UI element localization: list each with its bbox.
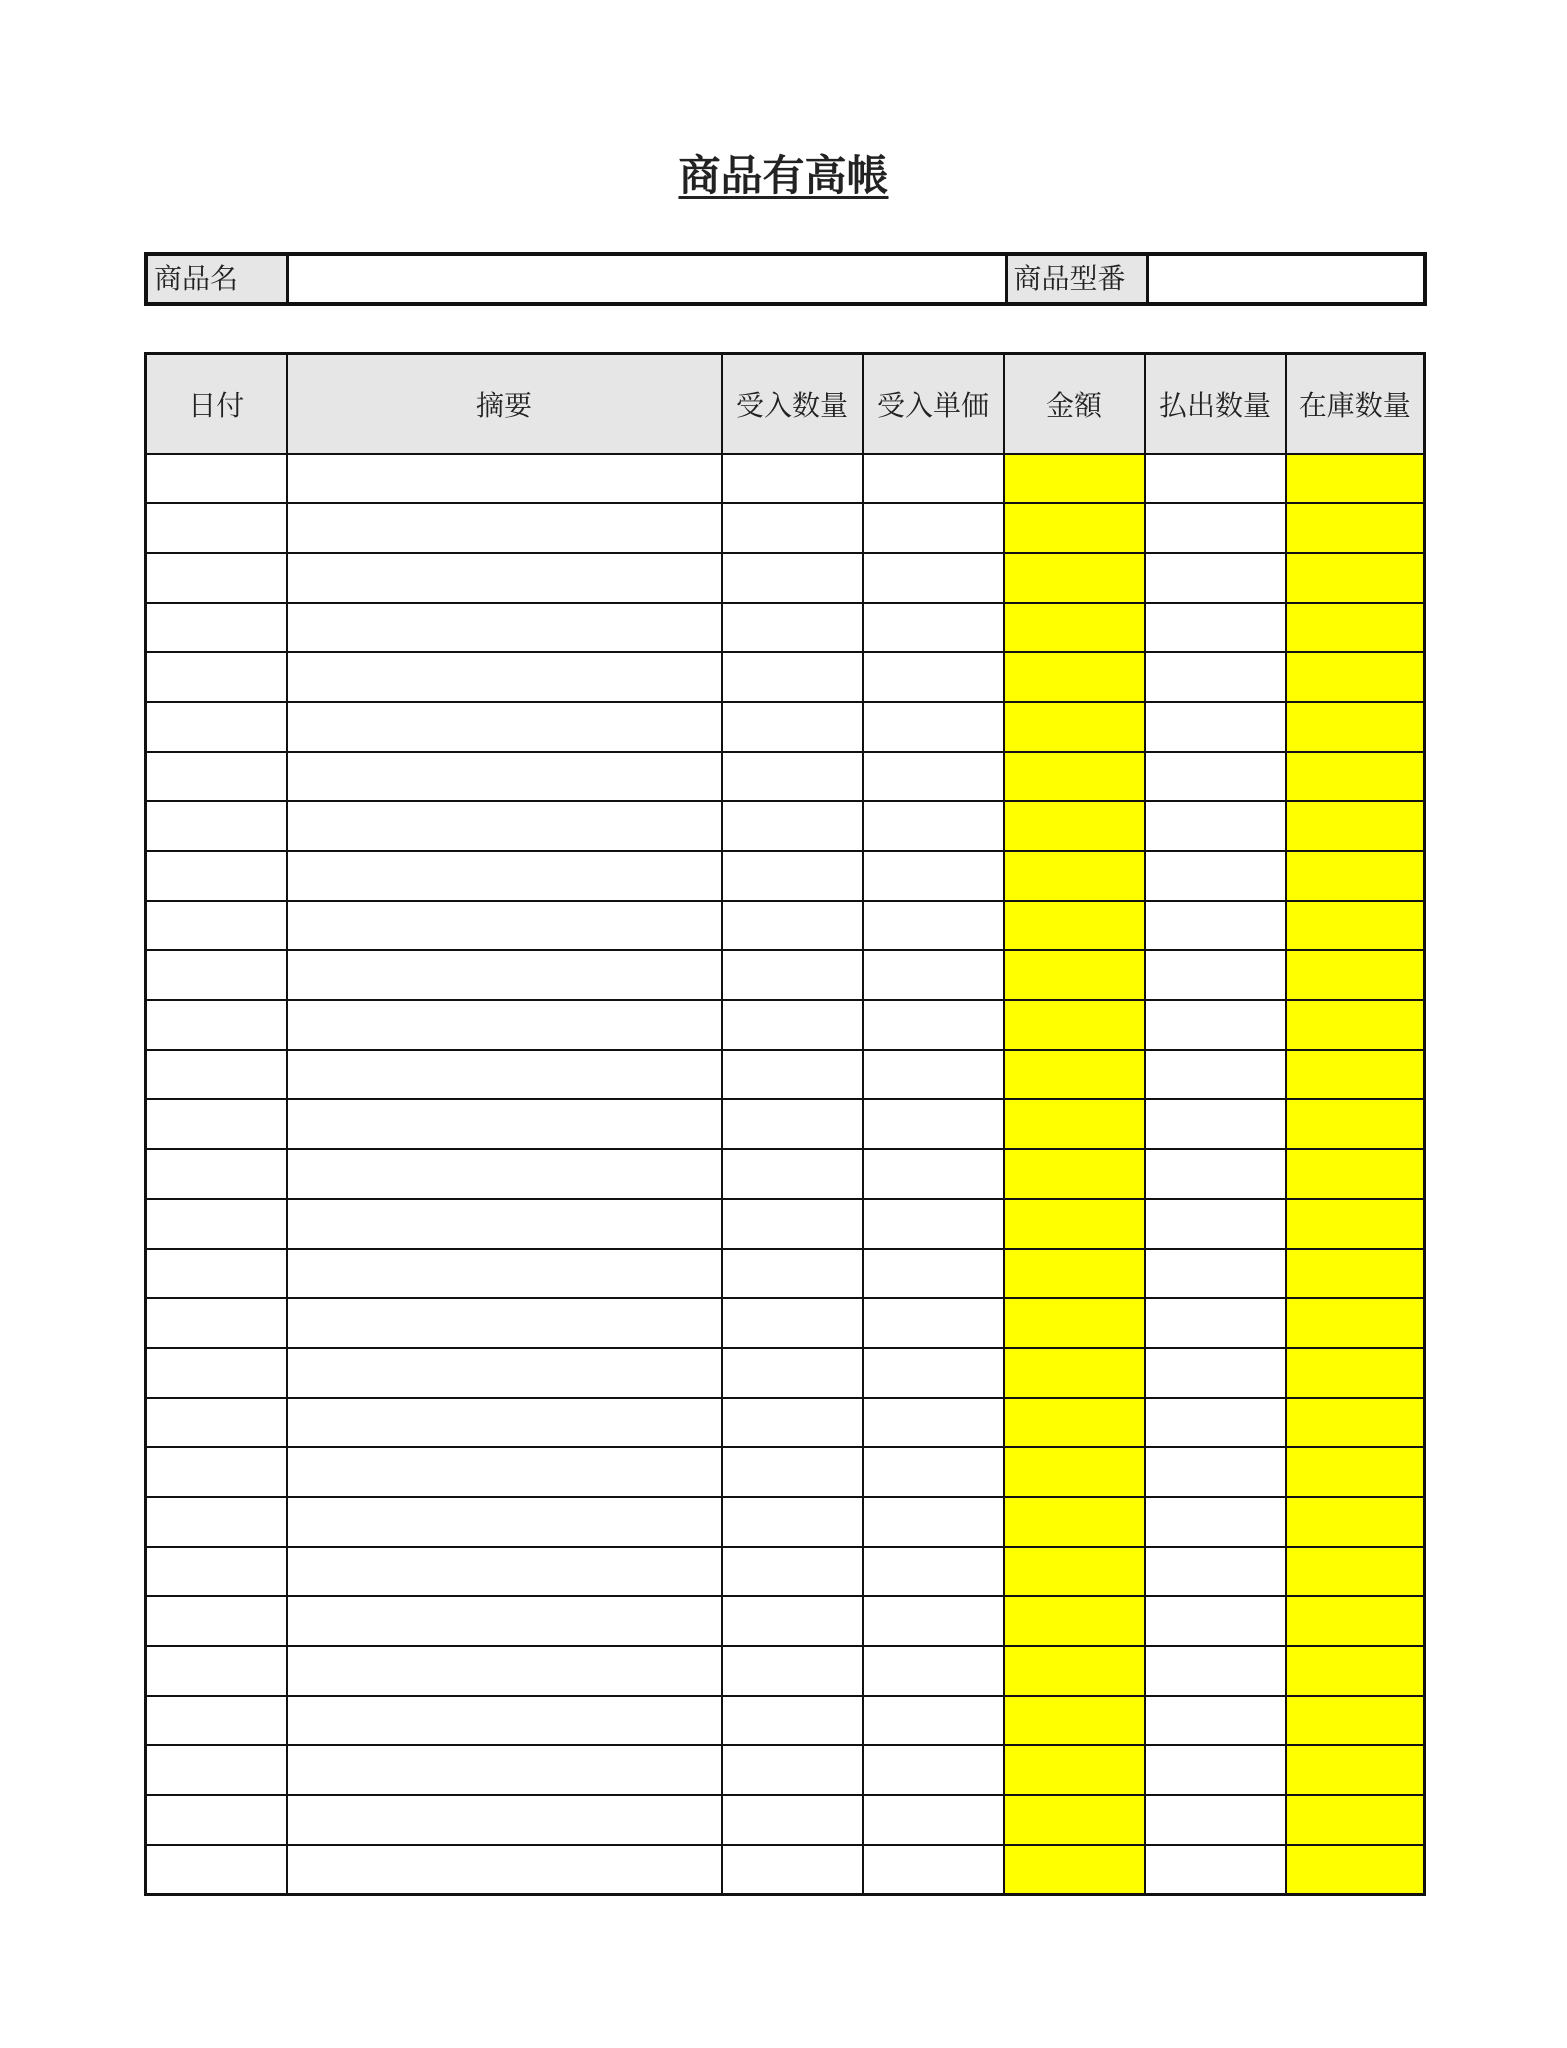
cell-received-unit-price[interactable] [863,1199,1004,1249]
table-row [146,1298,1425,1348]
cell-date[interactable] [146,1596,287,1646]
cell-description[interactable] [287,1249,722,1299]
cell-received-unit-price[interactable] [863,1795,1004,1845]
cell-issued-quantity[interactable] [1145,1596,1286,1646]
cell-stock-quantity[interactable] [1286,950,1425,1000]
cell-description[interactable] [287,1497,722,1547]
column-header-description: 摘要 [287,354,722,454]
cell-received-quantity[interactable] [722,1596,863,1646]
cell-description[interactable] [287,1696,722,1746]
cell-amount[interactable] [1004,1447,1145,1497]
cell-amount[interactable] [1004,553,1145,603]
cell-received-quantity[interactable] [722,901,863,951]
cell-received-unit-price[interactable] [863,1845,1004,1895]
cell-issued-quantity[interactable] [1145,702,1286,752]
cell-received-unit-price[interactable] [863,901,1004,951]
cell-issued-quantity[interactable] [1145,950,1286,1000]
cell-amount[interactable] [1004,1050,1145,1100]
cell-stock-quantity[interactable] [1286,1745,1425,1795]
cell-received-unit-price[interactable] [863,1447,1004,1497]
cell-amount[interactable] [1004,950,1145,1000]
cell-stock-quantity[interactable] [1286,1547,1425,1597]
cell-amount[interactable] [1004,652,1145,702]
cell-received-quantity[interactable] [722,1199,863,1249]
cell-received-quantity[interactable] [722,851,863,901]
cell-amount[interactable] [1004,752,1145,802]
cell-description[interactable] [287,553,722,603]
cell-received-quantity[interactable] [722,1099,863,1149]
cell-amount[interactable] [1004,801,1145,851]
cell-issued-quantity[interactable] [1145,1696,1286,1746]
cell-date[interactable] [146,1298,287,1348]
cell-stock-quantity[interactable] [1286,901,1425,951]
cell-amount[interactable] [1004,1398,1145,1448]
cell-amount[interactable] [1004,1646,1145,1696]
cell-stock-quantity[interactable] [1286,851,1425,901]
cell-issued-quantity[interactable] [1145,553,1286,603]
page-title-text: 商品有高帳 [678,151,889,200]
cell-description[interactable] [287,950,722,1000]
cell-issued-quantity[interactable] [1145,454,1286,504]
cell-amount[interactable] [1004,1099,1145,1149]
cell-issued-quantity[interactable] [1145,1497,1286,1547]
cell-description[interactable] [287,1298,722,1348]
cell-issued-quantity[interactable] [1145,652,1286,702]
cell-stock-quantity[interactable] [1286,1249,1425,1299]
cell-stock-quantity[interactable] [1286,1050,1425,1100]
cell-received-unit-price[interactable] [863,454,1004,504]
cell-received-unit-price[interactable] [863,1348,1004,1398]
cell-stock-quantity[interactable] [1286,752,1425,802]
cell-stock-quantity[interactable] [1286,1696,1425,1746]
table-row [146,901,1425,951]
cell-date[interactable] [146,1497,287,1547]
cell-issued-quantity[interactable] [1145,603,1286,653]
cell-received-unit-price[interactable] [863,652,1004,702]
cell-issued-quantity[interactable] [1145,901,1286,951]
cell-stock-quantity[interactable] [1286,1795,1425,1845]
cell-issued-quantity[interactable] [1145,1050,1286,1100]
table-row [146,1646,1425,1696]
cell-received-quantity[interactable] [722,1696,863,1746]
table-row [146,553,1425,603]
table-row [146,454,1425,504]
cell-received-quantity[interactable] [722,1745,863,1795]
product-name-label: 商品名 [146,254,287,304]
cell-amount[interactable] [1004,1497,1145,1547]
column-header-date: 日付 [146,354,287,454]
cell-description[interactable] [287,1348,722,1398]
table-row [146,1050,1425,1100]
cell-issued-quantity[interactable] [1145,1398,1286,1448]
cell-received-unit-price[interactable] [863,752,1004,802]
cell-description[interactable] [287,1646,722,1696]
cell-stock-quantity[interactable] [1286,1298,1425,1348]
cell-description[interactable] [287,1050,722,1100]
cell-received-unit-price[interactable] [863,1745,1004,1795]
cell-received-unit-price[interactable] [863,1050,1004,1100]
cell-received-quantity[interactable] [722,801,863,851]
cell-stock-quantity[interactable] [1286,503,1425,553]
table-row [146,752,1425,802]
column-header-received-quantity: 受入数量 [722,354,863,454]
cell-date[interactable] [146,454,287,504]
cell-received-unit-price[interactable] [863,1596,1004,1646]
cell-date[interactable] [146,801,287,851]
cell-description[interactable] [287,1199,722,1249]
table-row [146,503,1425,553]
cell-received-quantity[interactable] [722,1249,863,1299]
cell-stock-quantity[interactable] [1286,1845,1425,1895]
cell-date[interactable] [146,1795,287,1845]
cell-date[interactable] [146,1249,287,1299]
cell-date[interactable] [146,1000,287,1050]
table-row [146,1745,1425,1795]
cell-received-quantity[interactable] [722,1000,863,1050]
cell-description[interactable] [287,503,722,553]
cell-amount[interactable] [1004,1795,1145,1845]
cell-received-quantity[interactable] [722,1795,863,1845]
cell-date[interactable] [146,1149,287,1199]
cell-received-unit-price[interactable] [863,801,1004,851]
cell-received-quantity[interactable] [722,1646,863,1696]
cell-description[interactable] [287,1596,722,1646]
ledger-body [146,454,1425,1895]
cell-description[interactable] [287,1795,722,1845]
cell-amount[interactable] [1004,1000,1145,1050]
cell-issued-quantity[interactable] [1145,1547,1286,1597]
cell-amount[interactable] [1004,1745,1145,1795]
cell-received-unit-price[interactable] [863,603,1004,653]
cell-date[interactable] [146,1845,287,1895]
cell-issued-quantity[interactable] [1145,752,1286,802]
cell-received-quantity[interactable] [722,1298,863,1348]
cell-description[interactable] [287,702,722,752]
table-row [146,702,1425,752]
cell-amount[interactable] [1004,1596,1145,1646]
cell-description[interactable] [287,652,722,702]
cell-received-unit-price[interactable] [863,553,1004,603]
product-name-field[interactable] [287,254,1006,304]
cell-issued-quantity[interactable] [1145,1249,1286,1299]
table-row [146,652,1425,702]
cell-stock-quantity[interactable] [1286,1398,1425,1448]
cell-date[interactable] [146,851,287,901]
product-model-field[interactable] [1147,254,1425,304]
table-row [146,1497,1425,1547]
cell-amount[interactable] [1004,851,1145,901]
cell-description[interactable] [287,752,722,802]
cell-date[interactable] [146,1099,287,1149]
cell-description[interactable] [287,1099,722,1149]
cell-received-quantity[interactable] [722,553,863,603]
cell-received-quantity[interactable] [722,1547,863,1597]
column-header-received-unit-price: 受入単価 [863,354,1004,454]
cell-issued-quantity[interactable] [1145,1199,1286,1249]
cell-description[interactable] [287,851,722,901]
cell-stock-quantity[interactable] [1286,1099,1425,1149]
cell-amount[interactable] [1004,1249,1145,1299]
cell-date[interactable] [146,1646,287,1696]
cell-issued-quantity[interactable] [1145,1745,1286,1795]
cell-issued-quantity[interactable] [1145,1000,1286,1050]
cell-issued-quantity[interactable] [1145,801,1286,851]
cell-received-quantity[interactable] [722,652,863,702]
table-row [146,1199,1425,1249]
cell-description[interactable] [287,801,722,851]
table-row [146,1149,1425,1199]
cell-amount[interactable] [1004,1547,1145,1597]
product-model-label: 商品型番 [1006,254,1147,304]
cell-date[interactable] [146,901,287,951]
cell-received-quantity[interactable] [722,1149,863,1199]
cell-issued-quantity[interactable] [1145,1149,1286,1199]
cell-issued-quantity[interactable] [1145,503,1286,553]
cell-description[interactable] [287,1447,722,1497]
cell-description[interactable] [287,603,722,653]
table-row [146,1099,1425,1149]
table-row [146,1348,1425,1398]
cell-stock-quantity[interactable] [1286,1199,1425,1249]
cell-amount[interactable] [1004,1298,1145,1348]
cell-amount[interactable] [1004,603,1145,653]
cell-received-quantity[interactable] [722,1447,863,1497]
cell-received-quantity[interactable] [722,950,863,1000]
cell-date[interactable] [146,702,287,752]
table-row [146,1795,1425,1845]
cell-amount[interactable] [1004,1696,1145,1746]
cell-stock-quantity[interactable] [1286,1348,1425,1398]
cell-date[interactable] [146,1745,287,1795]
cell-received-quantity[interactable] [722,702,863,752]
cell-date[interactable] [146,1547,287,1597]
cell-stock-quantity[interactable] [1286,801,1425,851]
cell-stock-quantity[interactable] [1286,1447,1425,1497]
cell-received-quantity[interactable] [722,1845,863,1895]
cell-description[interactable] [287,1845,722,1895]
cell-amount[interactable] [1004,503,1145,553]
cell-date[interactable] [146,603,287,653]
cell-received-unit-price[interactable] [863,702,1004,752]
cell-received-unit-price[interactable] [863,1646,1004,1696]
cell-stock-quantity[interactable] [1286,603,1425,653]
table-row [146,1547,1425,1597]
cell-issued-quantity[interactable] [1145,1298,1286,1348]
cell-stock-quantity[interactable] [1286,1596,1425,1646]
cell-issued-quantity[interactable] [1145,851,1286,901]
cell-received-unit-price[interactable] [863,851,1004,901]
cell-stock-quantity[interactable] [1286,702,1425,752]
cell-issued-quantity[interactable] [1145,1099,1286,1149]
cell-received-quantity[interactable] [722,1050,863,1100]
cell-received-quantity[interactable] [722,1497,863,1547]
cell-stock-quantity[interactable] [1286,652,1425,702]
cell-received-unit-price[interactable] [863,1000,1004,1050]
cell-received-unit-price[interactable] [863,1298,1004,1348]
cell-received-unit-price[interactable] [863,1249,1004,1299]
cell-date[interactable] [146,1050,287,1100]
cell-received-quantity[interactable] [722,454,863,504]
table-row [146,603,1425,653]
cell-stock-quantity[interactable] [1286,454,1425,504]
cell-amount[interactable] [1004,1199,1145,1249]
cell-date[interactable] [146,652,287,702]
cell-date[interactable] [146,1696,287,1746]
cell-amount[interactable] [1004,702,1145,752]
cell-stock-quantity[interactable] [1286,1149,1425,1199]
cell-description[interactable] [287,1149,722,1199]
cell-received-unit-price[interactable] [863,1547,1004,1597]
cell-received-unit-price[interactable] [863,1696,1004,1746]
cell-description[interactable] [287,1000,722,1050]
cell-received-quantity[interactable] [722,752,863,802]
cell-amount[interactable] [1004,1149,1145,1199]
cell-date[interactable] [146,1398,287,1448]
cell-description[interactable] [287,454,722,504]
cell-received-unit-price[interactable] [863,1398,1004,1448]
column-header-issued-quantity: 払出数量 [1145,354,1286,454]
cell-stock-quantity[interactable] [1286,1000,1425,1050]
cell-description[interactable] [287,1745,722,1795]
table-row [146,1000,1425,1050]
cell-received-quantity[interactable] [722,503,863,553]
cell-received-unit-price[interactable] [863,950,1004,1000]
cell-issued-quantity[interactable] [1145,1348,1286,1398]
cell-description[interactable] [287,1547,722,1597]
cell-issued-quantity[interactable] [1145,1795,1286,1845]
cell-amount[interactable] [1004,901,1145,951]
cell-received-unit-price[interactable] [863,1149,1004,1199]
table-row [146,950,1425,1000]
cell-date[interactable] [146,1447,287,1497]
cell-received-unit-price[interactable] [863,503,1004,553]
cell-amount[interactable] [1004,1845,1145,1895]
cell-issued-quantity[interactable] [1145,1845,1286,1895]
product-info-table [144,252,1427,306]
cell-issued-quantity[interactable] [1145,1646,1286,1696]
cell-stock-quantity[interactable] [1286,553,1425,603]
product-info-row [146,254,1425,304]
cell-stock-quantity[interactable] [1286,1646,1425,1696]
cell-amount[interactable] [1004,1348,1145,1398]
table-row [146,1249,1425,1299]
cell-date[interactable] [146,1199,287,1249]
cell-issued-quantity[interactable] [1145,1447,1286,1497]
table-row [146,1596,1425,1646]
column-header-stock-quantity: 在庫数量 [1286,354,1425,454]
table-row [146,1696,1425,1746]
cell-amount[interactable] [1004,454,1145,504]
table-row [146,1845,1425,1895]
cell-date[interactable] [146,752,287,802]
table-row [146,1447,1425,1497]
cell-received-quantity[interactable] [722,603,863,653]
ledger-header-row [146,354,1425,454]
cell-date[interactable] [146,503,287,553]
cell-description[interactable] [287,1398,722,1448]
cell-received-quantity[interactable] [722,1398,863,1448]
ledger-table [144,352,1426,1896]
cell-description[interactable] [287,901,722,951]
cell-received-unit-price[interactable] [863,1497,1004,1547]
cell-date[interactable] [146,553,287,603]
cell-stock-quantity[interactable] [1286,1497,1425,1547]
column-header-amount: 金額 [1004,354,1145,454]
page-title [0,148,1567,204]
cell-received-unit-price[interactable] [863,1099,1004,1149]
cell-received-quantity[interactable] [722,1348,863,1398]
table-row [146,801,1425,851]
cell-date[interactable] [146,1348,287,1398]
cell-date[interactable] [146,950,287,1000]
table-row [146,851,1425,901]
table-row [146,1398,1425,1448]
